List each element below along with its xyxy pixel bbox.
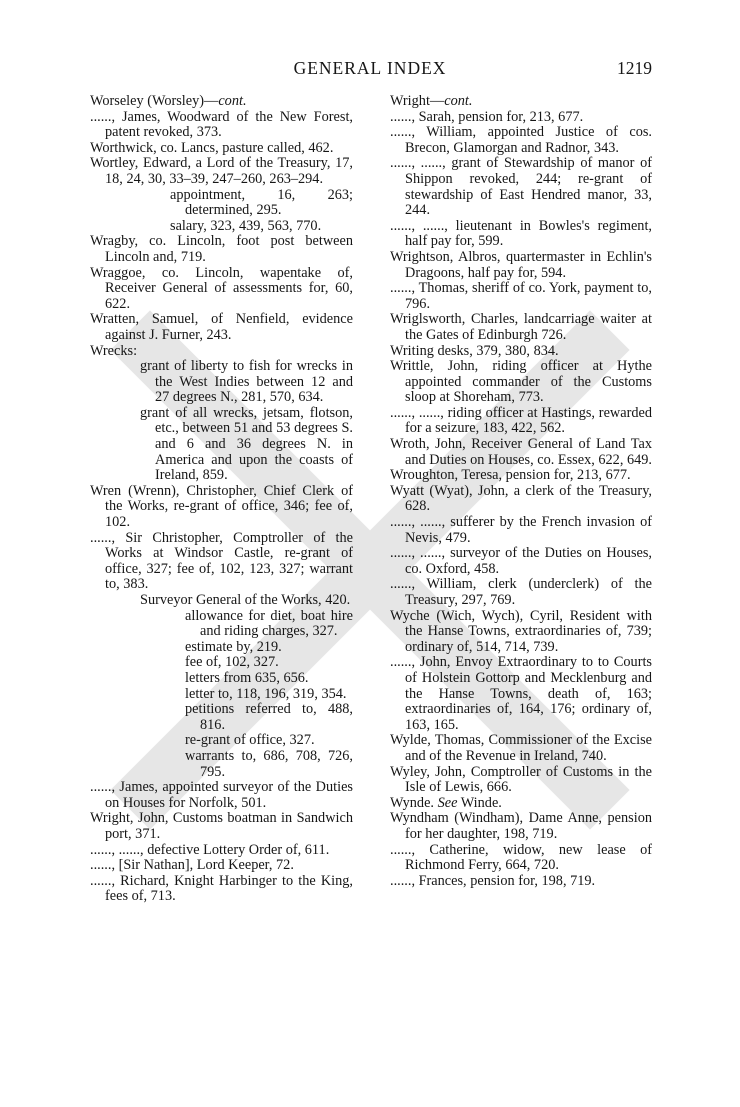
index-entry: Wriglsworth, Charles, landcarriage waiter at the Gates of Edinburgh 726.	[390, 311, 652, 343]
index-entry: Surveyor General of the Works, 420.	[140, 592, 351, 608]
running-title: GENERAL INDEX	[293, 58, 447, 78]
see-reference: See	[437, 794, 458, 811]
index-entry: ......, William, clerk (underclerk) of the Treasury, 297, 769.	[390, 576, 652, 608]
index-entry: Wratten, Samuel, of Nenfield, evidence against J. Furner, 243.	[90, 311, 353, 343]
continued-marker: cont.	[444, 93, 473, 109]
index-entry: warrants to, 686, 708, 726, 795.	[185, 747, 353, 780]
page-header	[0, 58, 740, 88]
index-entry: Wyndham (Windham), Dame Anne, pension for her daughter, 198, 719.	[390, 810, 652, 842]
index-entry: Wynde. See Winde.	[390, 794, 502, 811]
index-entry: Wylde, Thomas, Commissioner of the Excise and of the Revenue in Ireland, 740.	[390, 732, 652, 764]
index-entry: ......, Thomas, sheriff of co. York, payment to, 796.	[390, 280, 652, 312]
index-entry: ......, William, appointed Justice of cos. Brecon, Glamorgan and Radnor, 343.	[390, 124, 652, 156]
index-entry: ......, Sarah, pension for, 213, 677.	[390, 108, 584, 125]
index-entry: ......, ......, defective Lottery Order of, 611.	[90, 841, 330, 858]
index-entry: Wright—cont.	[390, 93, 473, 109]
index-entry: ......, Frances, pension for, 198, 719.	[390, 872, 596, 889]
index-entry: Worseley (Worsley)—cont.	[90, 93, 247, 109]
index-column-left	[90, 94, 353, 905]
index-entry: ......, James, Woodward of the New Forest, patent revoked, 373.	[90, 108, 353, 141]
index-entry: ......, ......, riding officer at Hastings, rewarded for a seizure, 183, 422, 562.	[390, 404, 652, 437]
index-entry: grant of liberty to fish for wrecks in the West Indies between 12 and 27 degrees N., 281, 570, 634.	[140, 358, 353, 406]
index-entry: appointment, 16, 263; determined, 295.	[170, 186, 353, 219]
index-entry: Wright, John, Customs boatman in Sandwich port, 371.	[90, 810, 353, 842]
index-entry: grant of all wrecks, jetsam, flotson, etc., between 51 and 53 degrees S. and 6 and 36 degrees N. in America and upon the coasts of Ireland, 859.	[140, 404, 353, 484]
index-entry: fee of, 102, 327.	[185, 654, 279, 671]
index-entry: ......, Sir Christopher, Comptroller of the Works at Windsor Castle, re-grant of office, 327; fee of, 102, 123, 327; warrant to, 383.	[90, 529, 353, 593]
index-entry: allowance for diet, boat hire and riding charges, 327.	[185, 607, 353, 640]
index-entry: Wraggoe, co. Lincoln, wapentake of, Receiver General of assessments for, 60, 622.	[90, 264, 353, 312]
index-entry: Wrightson, Albros, quartermaster in Echlin's Dragoons, half pay for, 594.	[390, 248, 652, 281]
index-entry: Wyley, John, Comptroller of Customs in the Isle of Lewis, 666.	[390, 763, 652, 796]
index-entry: Wyche (Wich, Wych), Cyril, Resident with the Hanse Towns, extraordinaries of, 739; ordinary of, 514, 714, 739.	[390, 607, 652, 655]
index-entry: Wortley, Edward, a Lord of the Treasury, 17, 18, 24, 30, 33–39, 247–260, 263–294.	[90, 155, 353, 187]
index-entry: letter to, 118, 196, 319, 354.	[185, 685, 347, 702]
index-entry: Wroughton, Teresa, pension for, 213, 677.	[390, 467, 631, 484]
index-entry: ......, ......, grant of Stewardship of manor of Shippon revoked, 244; re-grant of stewardship of East Hendred manor, 33, 244.	[390, 155, 652, 219]
index-entry: ......, [Sir Nathan], Lord Keeper, 72.	[90, 857, 294, 874]
page-number: 1219	[617, 58, 652, 78]
index-column-right	[390, 94, 652, 889]
index-entry: ......, Richard, Knight Harbinger to the King, fees of, 713.	[90, 872, 353, 905]
index-entry: Writing desks, 379, 380, 834.	[390, 342, 559, 359]
index-entry: ......, Catherine, widow, new lease of Richmond Ferry, 664, 720.	[390, 841, 652, 874]
index-entry: ......, James, appointed surveyor of the Duties on Houses for Norfolk, 501.	[90, 779, 353, 811]
index-entry: Wrecks:	[90, 342, 138, 359]
index-entry: salary, 323, 439, 563, 770.	[170, 217, 322, 234]
index-entry: Wren (Wrenn), Christopher, Chief Clerk of the Works, re-grant of office, 346; fee of, 102.	[90, 482, 353, 531]
continued-marker: cont.	[218, 93, 247, 109]
index-entry: Writtle, John, riding officer at Hythe appointed commander of the Customs sloop at Shoreham, 773.	[390, 358, 652, 406]
index-entry: ......, ......, sufferer by the French invasion of Nevis, 479.	[390, 514, 652, 546]
index-entry: letters from 635, 656.	[185, 669, 309, 686]
index-entry: ......, John, Envoy Extraordinary to to Courts of Holstein Gottorp and Mecklenburg and the Hanse Towns, death of, 163; extraordinaries of, 164, 176; ordinary of, 163, 165.	[390, 654, 652, 733]
index-entry: Wragby, co. Lincoln, foot post between Lincoln and, 719.	[90, 233, 353, 265]
index-entry: Wroth, John, Receiver General of Land Tax and Duties on Houses, co. Essex, 622, 649.	[390, 436, 652, 468]
index-entry: ......, ......, surveyor of the Duties on Houses, co. Oxford, 458.	[390, 545, 652, 577]
index-entry: Wyatt (Wyat), John, a clerk of the Treasury, 628.	[390, 482, 652, 515]
index-entry: estimate by, 219.	[185, 638, 282, 655]
index-entry: re-grant of office, 327.	[185, 732, 315, 749]
index-entry: Worthwick, co. Lancs, pasture called, 462.	[90, 139, 334, 156]
index-entry: petitions referred to, 488, 816.	[185, 701, 353, 733]
index-entry: ......, ......, lieutenant in Bowles's regiment, half pay for, 599.	[390, 217, 652, 250]
